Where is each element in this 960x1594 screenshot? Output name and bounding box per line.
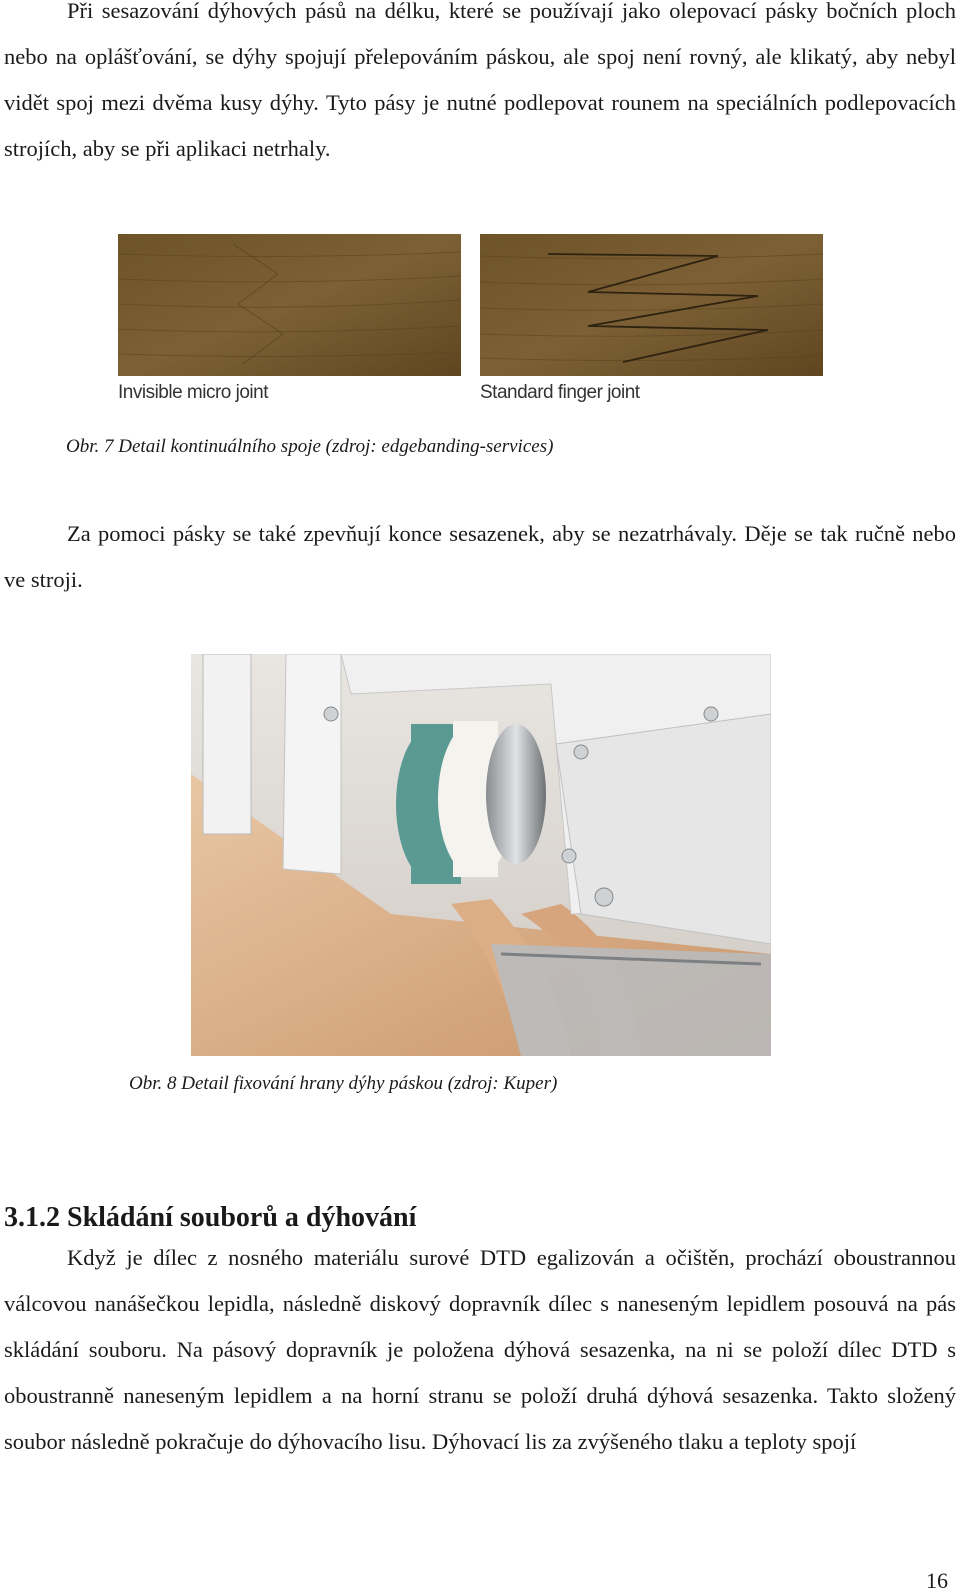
figure-7-caption: Obr. 7 Detail kontinuálního spoje (zdroj: edgebanding-services) bbox=[66, 436, 554, 457]
section-heading: 3.1.2 Skládání souborů a dýhování bbox=[4, 1202, 417, 1233]
figure-joint-detail bbox=[118, 234, 823, 414]
veneer-joint-photos bbox=[118, 234, 823, 379]
figure-8-caption: Obr. 8 Detail fixování hrany dýhy páskou (zdroj: Kuper) bbox=[129, 1073, 558, 1094]
paragraph-assembly-veneering: Když je dílec z nosného materiálu surové DTD egalizován a očištěn, prochází oboustrannou válcovou nanášečkou lepidla, následně diskový dopravník dílec s naneseným lepidlem posouvá na pás skládání souboru. Na pásový dopravník je položena dýhová sesazenka, na ni se položí dílec DTD s oboustranně naneseným lepidlem a na horní stranu se položí druhá dýhová sesazenka. Takto složený soubor následně pokračuje do dýhovacího lisu. Dýhovací lis za zvýšeného tlaku a teploty spojí bbox=[4, 1245, 956, 1454]
page-number: 16 bbox=[926, 1568, 948, 1593]
paragraph-veneer-joining: Při sesazování dýhových pásů na délku, které se používají jako olepovací pásky bočních ploch nebo na oplášťování, se dýhy spojují přelepováním páskou, ale spoj není rovný, ale klikatý, aby nebyl vidět spoj mezi dvěma kusy dýhy. Tyto pásy je nutné podlepovat rounem na speciálních podlepovacích strojích, aby se při aplikaci netrhaly. bbox=[4, 0, 956, 161]
taping-machine-photo bbox=[191, 654, 771, 1056]
label-invisible-joint: Invisible micro joint bbox=[118, 382, 268, 403]
paragraph-tape-reinforce: Za pomoci pásky se také zpevňují konce sesazenek, aby se nezatrhávaly. Děje se tak ručně nebo ve stroji. bbox=[4, 521, 956, 592]
figure-tape-machine bbox=[191, 654, 771, 1056]
label-finger-joint: Standard finger joint bbox=[480, 382, 640, 403]
